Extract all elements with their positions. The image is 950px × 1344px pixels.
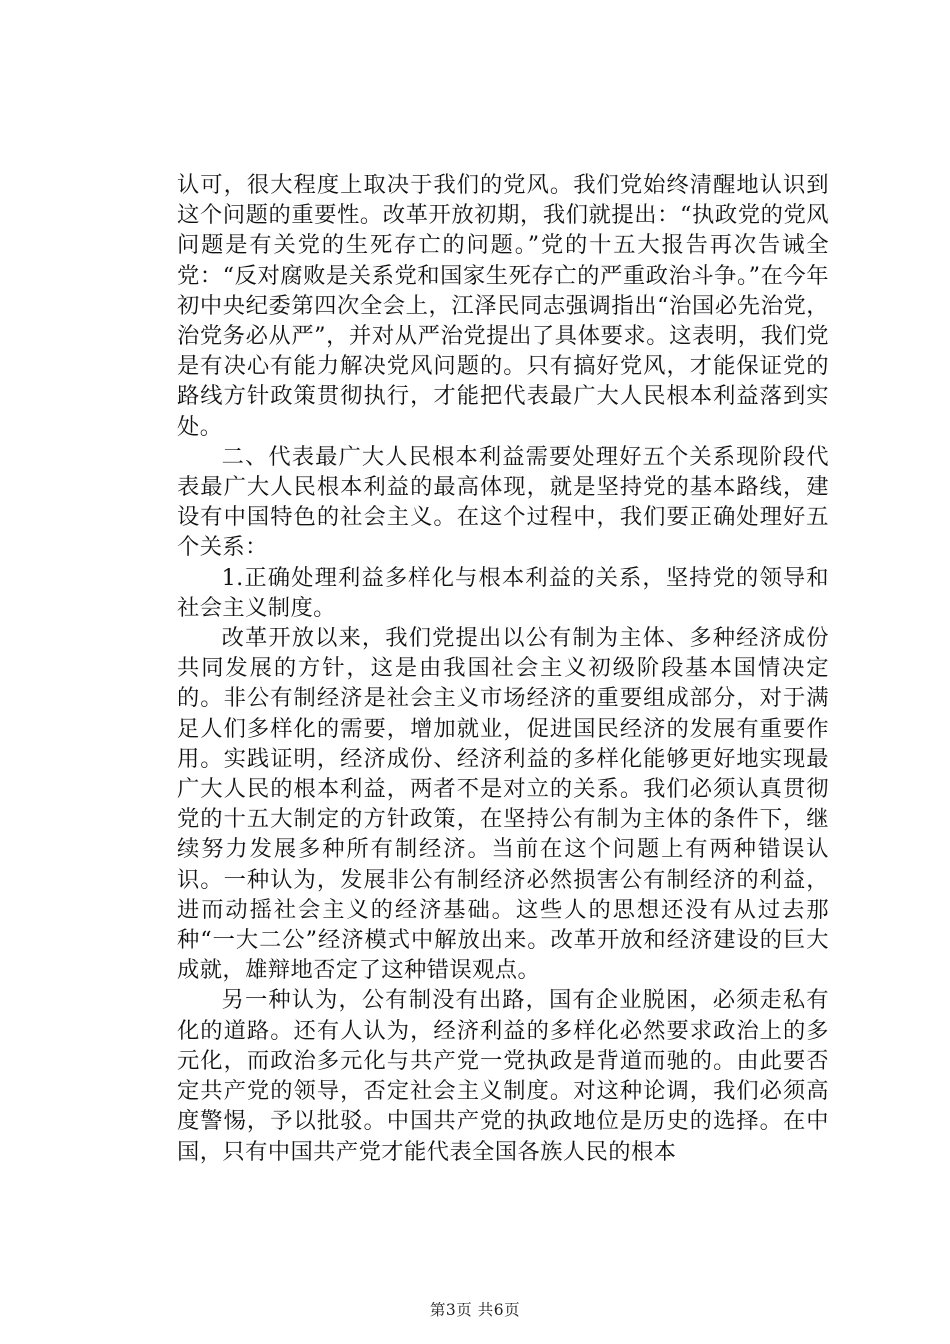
paragraph-4: 改革开放以来，我们党提出以公有制为主体、多种经济成份共同发展的方针，这是由我国社会主义初级阶段基本国情决定的。非公有制经济是社会主义市场经济的重要组成部分，对于满足人们多样化的需要，增加就业，促进国民经济的发展有重要作用。实践证明，经济成份、经济利益的多样化能够更好地实现最广大人民的根本利益，两者不是对立的关系。我们必须认真贯彻党的十五大制定的方针政策，在坚持公有制为主体的条件下，继续努力发展多种所有制经济。当前在这个问题上有两种错误认识。一种认为，发展非公有制经济必然损害公有制经济的利益，进而动摇社会主义的经济基础。这些人的思想还没有从过去那种“一大二公”经济模式中解放出来。改革开放和经济建设的巨大成就，雄辩地否定了这种错误观点。 (177, 625, 829, 984)
page-footer: 第3页 共6页 (429, 1301, 521, 1319)
paragraph-5: 另一种认为，公有制没有出路，国有企业脱困，必须走私有化的道路。还有人认为，经济利益的多样化必然要求政治上的多元化，而政治多元化与共产党一党执政是背道而驰的。由此要否定共产党的领导，否定社会主义制度。对这种论调，我们必须高度警惕，予以批驳。中国共产党的执政地位是历史的选择。在中国，只有中国共产党才能代表全国各族人民的根本 (177, 987, 829, 1165)
paragraph-3: 1.正确处理利益多样化与根本利益的关系，坚持党的领导和社会主义制度。 (177, 564, 829, 621)
document-body (177, 170, 829, 1167)
paragraph-1: 认可，很大程度上取决于我们的党风。我们党始终清醒地认识到这个问题的重要性。改革开放初期，我们就提出：“执政党的党风问题是有关党的生死存亡的问题。”党的十五大报告再次告诫全党：“反对腐败是关系党和国家生死存亡的严重政治斗争。”在今年初中央纪委第四次全会上，江泽民同志强调指出“治国必先治党，治党务必从严”，并对从严治党提出了具体要求。这表明，我们党是有决心有能力解决党风问题的。只有搞好党风，才能保证党的路线方针政策贯彻执行，才能把代表最广大人民根本利益落到实处。 (177, 172, 829, 440)
paragraph-2: 二、代表最广大人民根本利益需要处理好五个关系现阶段代表最广大人民根本利益的最高体现，就是坚持党的基本路线，建设有中国特色的社会主义。在这个过程中，我们要正确处理好五个关系： (177, 443, 829, 561)
